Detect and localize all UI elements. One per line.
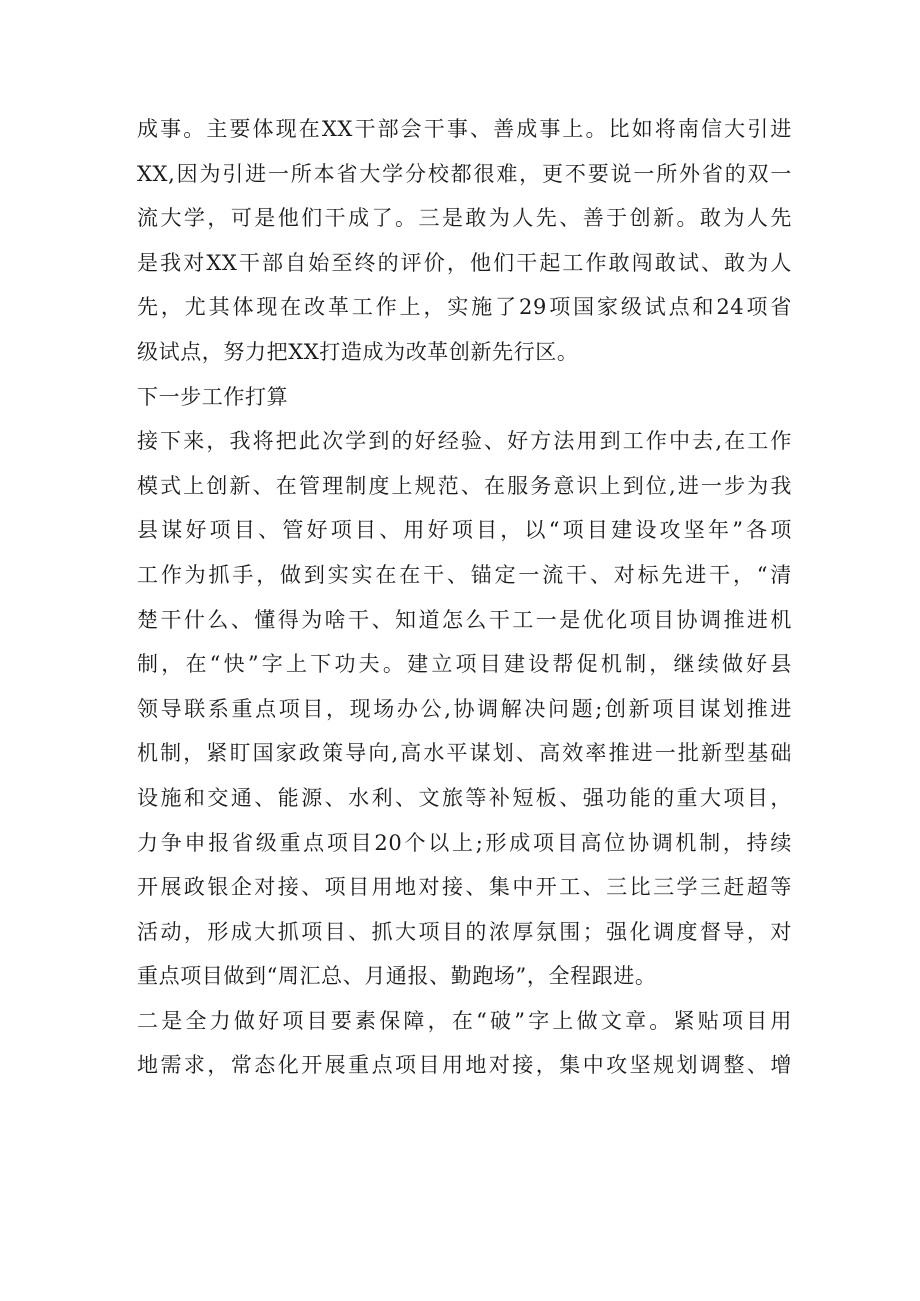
text-line: 楚干什么、懂得为啥干、知道怎么干工一是优化项目协调推进机	[137, 607, 792, 632]
text-line: 工作为抓手，做到实实在在干、锚定一流干、对标先进干，“清	[137, 562, 792, 587]
section-heading: 下一步工作打算	[137, 384, 289, 409]
text-line: 设施和交通、能源、水利、文旅等补短板、强功能的重大项目，	[137, 785, 792, 810]
document-body	[137, 107, 792, 1088]
text-line: 重点项目做到“周汇总、月通报、勤跑场”，全程跟进。	[137, 964, 657, 989]
text-line: 先，尤其体现在改革工作上，实施了29项国家级试点和24项省	[137, 295, 792, 320]
text-line: 模式上创新、在管理制度上规范、在服务意识上到位,进一步为我	[137, 473, 792, 498]
text-line: 成事。主要体现在XX干部会干事、善成事上。比如将南信大引进	[137, 117, 792, 141]
text-line: 是我对XX干部自始至终的评价，他们干起工作敢闯敢试、敢为人	[137, 250, 792, 275]
text-line: 领导联系重点项目，现场办公,协调解决问题;创新项目谋划推进	[137, 696, 792, 721]
text-line: 级试点，努力把XX打造成为改革创新先行区。	[137, 339, 579, 364]
text-line: 地需求，常态化开展重点项目用地对接，集中攻坚规划调整、增	[137, 1053, 792, 1078]
text-line: 机制，紧盯国家政策导向,高水平谋划、高效率推进一批新型基础	[137, 741, 792, 766]
text-line: 力争申报省级重点项目20个以上;形成项目高位协调机制，持续	[137, 830, 792, 855]
text-line: 流大学，可是他们干成了。三是敢为人先、善于创新。敢为人先	[137, 206, 792, 231]
text-line: 活动，形成大抓项目、抓大项目的浓厚氛围；强化调度督导，对	[137, 919, 792, 944]
text-line: XX,因为引进一所本省大学分校都很难，更不要说一所外省的双一	[137, 161, 792, 186]
text-line: 县谋好项目、管好项目、用好项目，以“项目建设攻坚年”各项	[137, 518, 792, 543]
text-line: 制，在“快”字上下功夫。建立项目建设帮促机制，继续做好县	[137, 652, 792, 677]
text-line: 二是全力做好项目要素保障，在“破”字上做文章。紧贴项目用	[137, 1008, 792, 1033]
text-line: 开展政银企对接、项目用地对接、集中开工、三比三学三赶超等	[137, 875, 792, 900]
text-line: 接下来，我将把此次学到的好经验、好方法用到工作中去,在工作	[137, 429, 792, 454]
